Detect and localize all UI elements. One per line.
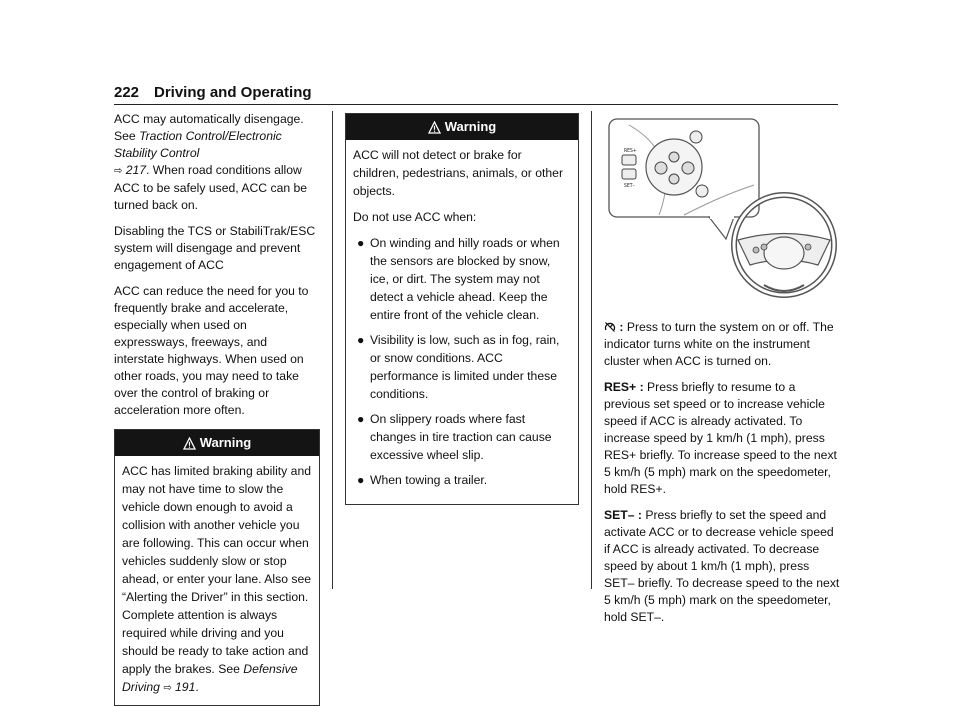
column-divider — [332, 111, 333, 589]
column-left — [114, 111, 320, 706]
res-term: RES+ : — [604, 380, 644, 394]
warning-title: Warning — [199, 435, 252, 450]
item-cruise-onoff: : Press to turn the system on or off. The indicator turns white on the instrument cluster when ACC is turned on. — [604, 320, 834, 368]
item-set-minus: SET– : Press briefly to set the speed and activate ACC or to decrease vehicle speed if ACC is already activated. To decrease speed by about 1 km/h (1 mph), press SET– briefly. To decrease speed to the next 5 km/h (5 mph) mark on the speedometer, hold SET–. — [604, 508, 840, 624]
warning-body — [346, 140, 578, 504]
column-divider — [591, 111, 592, 589]
page-ref[interactable]: 191 — [175, 680, 196, 694]
paragraph-disengage: ACC may automatically disengage. See Traction Control/Electronic Stability Control ⇨ 217. When road conditions allow ACC to be safely used, ACC can be turned back on. — [114, 112, 308, 212]
page-header — [114, 84, 838, 105]
item-res-plus: RES+ : Press briefly to resume to a previous set speed or to increase vehicle speed if ACC is already activated. To increase speed by 1 km/h (1 mph), press RES+ briefly. To increase speed to the next 5 km/h (5 mph) mark on the speedometer, hold RES+. — [604, 380, 837, 496]
res-label: RES+ — [624, 148, 637, 154]
bullet-icon: ● — [357, 333, 365, 347]
section-title: Driving and Operating — [154, 84, 312, 101]
list-item: ● On winding and hilly roads or when the sensors are blocked by snow, ice, or dirt. The system may not detect a vehicle ahead. Keep the entire front of the vehicle clean. — [357, 236, 560, 322]
warning-box-detection — [345, 113, 579, 505]
bullet-icon: ● — [357, 412, 365, 426]
reference-arrow-icon: ⇨ — [114, 165, 123, 177]
list-item: ● When towing a trailer. — [357, 473, 488, 487]
crossref-link-traction[interactable]: Traction Control/Electronic Stability Control — [114, 129, 282, 160]
page-ref[interactable]: 217 — [125, 163, 147, 177]
warning-list — [353, 234, 571, 489]
steering-wheel-illustration — [604, 115, 840, 305]
bullet-icon: ● — [357, 236, 365, 250]
warning-paragraph: Do not use ACC when: — [353, 210, 477, 224]
page-number: 222 — [114, 84, 140, 101]
warning-triangle-icon — [183, 433, 196, 459]
reference-arrow-icon: ⇨ — [163, 682, 172, 694]
crossref-link-defensive[interactable]: Defensive Driving — [122, 662, 298, 694]
bullet-icon: ● — [357, 473, 365, 487]
warning-body: ACC has limited braking ability and may not have time to slow the vehicle down enough to avoid a collision with another vehicle you are following. This can occur when vehicles suddenly slow or stop ahead, or enter your lane. Also see “Alerting the Driver” in this section. Complete attention is always required while driving and you should be ready to take action and apply the brakes. See Defensive Driving ⇨ 191. — [122, 464, 312, 694]
warning-header — [346, 114, 578, 140]
warning-header — [115, 430, 319, 456]
set-term: SET– : — [604, 508, 642, 522]
warning-title: Warning — [444, 119, 497, 134]
list-item: ● Visibility is low, such as in fog, rain, or snow conditions. ACC performance is limited under these conditions. — [357, 333, 560, 401]
column-right — [604, 111, 840, 635]
warning-triangle-icon — [428, 117, 441, 143]
paragraph-acc-benefits: ACC can reduce the need for you to frequently brake and accelerate, especially when used on expressways, freeways, and interstate highways. When used on other roads, you may need to take over the control of braking or acceleration more often. — [114, 284, 309, 417]
list-item: ● On slippery roads where fast changes in tire traction can cause excessive wheel slip. — [357, 412, 552, 462]
column-middle — [345, 111, 579, 505]
set-label: SET– — [624, 183, 635, 189]
cruise-control-icon — [604, 320, 619, 334]
paragraph-disabling-tcs: Disabling the TCS or StabiliTrak/ESC system will disengage and prevent engagement of ACC — [114, 224, 316, 272]
warning-paragraph: ACC will not detect or brake for children, pedestrians, animals, or other objects. — [353, 148, 564, 198]
warning-box-braking — [114, 429, 320, 706]
